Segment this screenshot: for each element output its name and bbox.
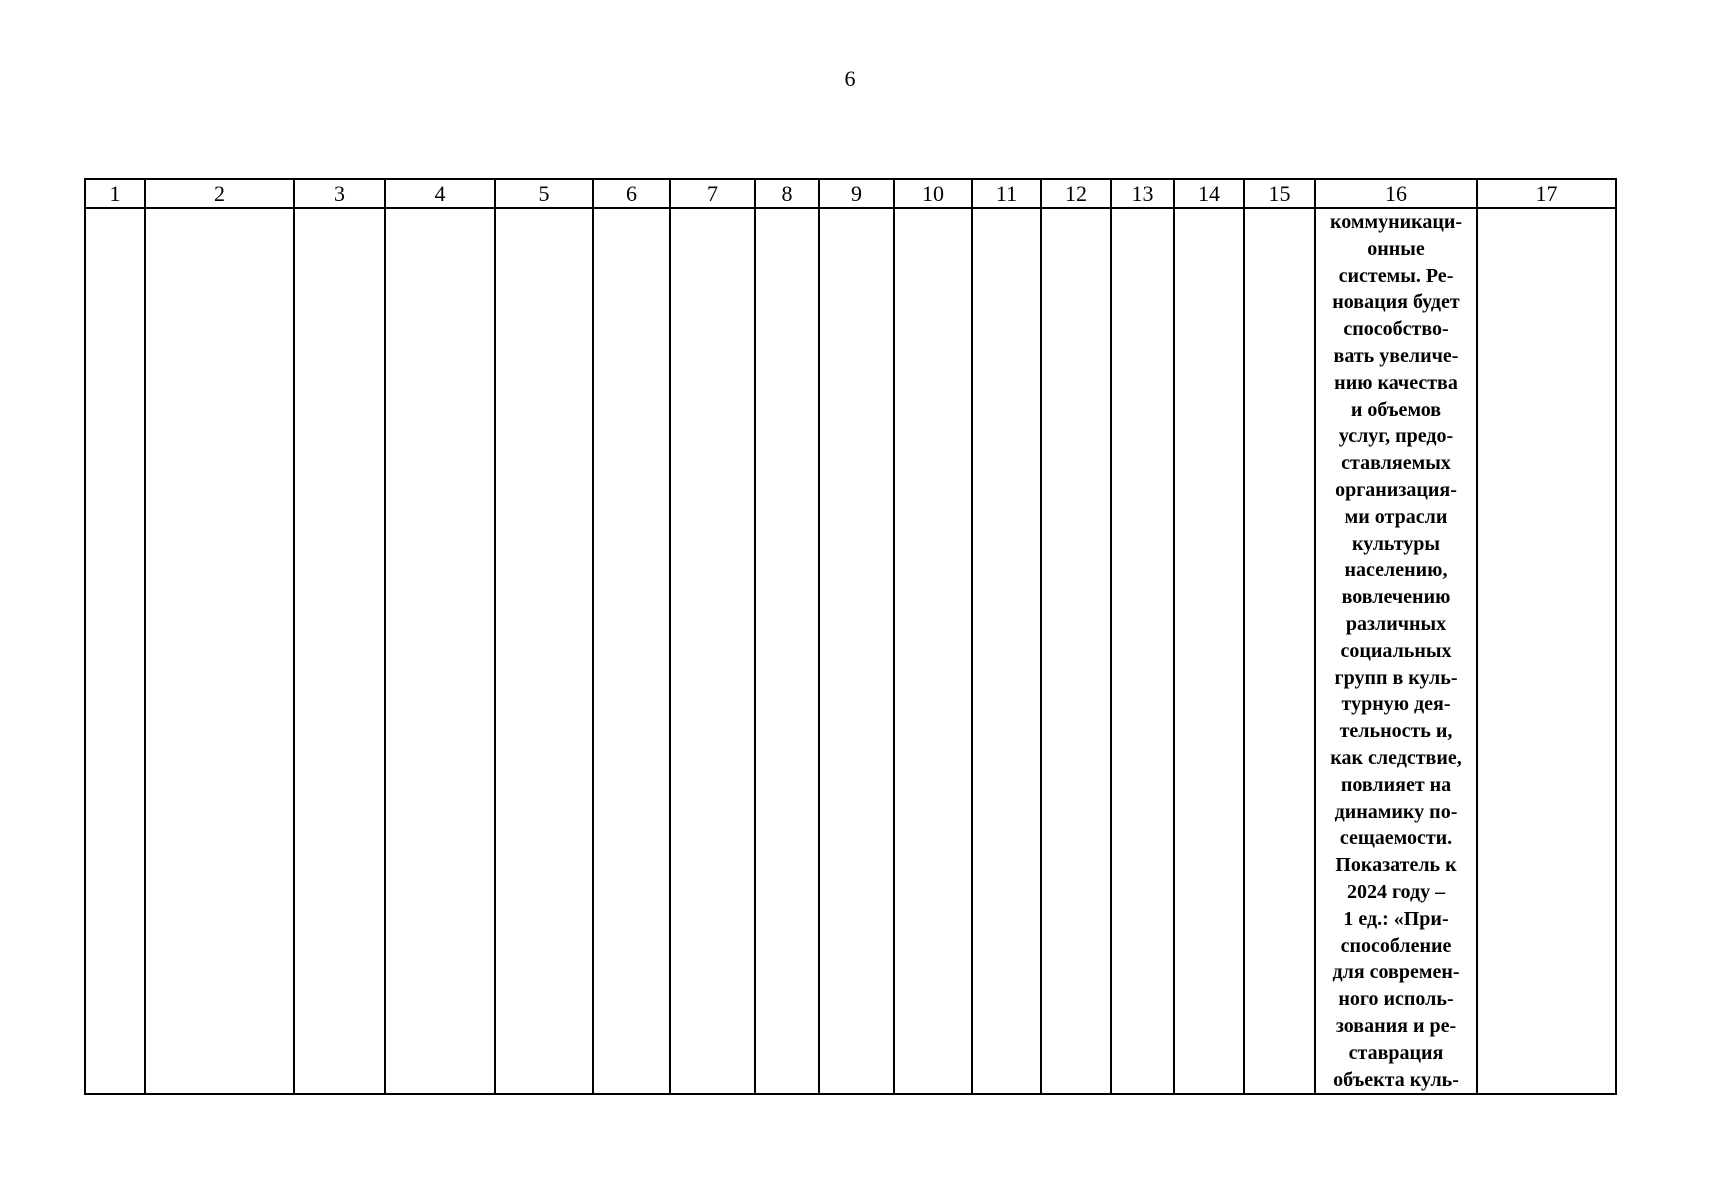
data-table [84,178,1617,1095]
table-row [85,208,1616,1094]
column-header-3: 3 [294,179,385,208]
column-header-5: 5 [495,179,593,208]
column-header-10: 10 [894,179,972,208]
table-cell-16 [1315,208,1477,1094]
table-cell-17 [1477,208,1616,1094]
table-cell-2 [145,208,294,1094]
table-cell-13 [1111,208,1174,1094]
table-cell-11 [972,208,1041,1094]
column-header-2: 2 [145,179,294,208]
table-cell-3 [294,208,385,1094]
column-header-15: 15 [1244,179,1315,208]
column-header-1: 1 [85,179,145,208]
table-cell-7 [670,208,755,1094]
table-cell-12 [1041,208,1111,1094]
table-cell-4 [385,208,495,1094]
table-cell-14 [1174,208,1244,1094]
column-header-11: 11 [972,179,1041,208]
table-cell-5 [495,208,593,1094]
table-header-row [85,179,1616,208]
table-cell-15 [1244,208,1315,1094]
column-header-14: 14 [1174,179,1244,208]
column-header-17: 17 [1477,179,1616,208]
column-header-8: 8 [755,179,819,208]
column-header-6: 6 [593,179,670,208]
column-header-7: 7 [670,179,755,208]
column-header-4: 4 [385,179,495,208]
table-cell-1 [85,208,145,1094]
page-number: 6 [844,66,856,91]
column-header-9: 9 [819,179,894,208]
column-header-12: 12 [1041,179,1111,208]
table-cell-6 [593,208,670,1094]
column-16-text: коммуникаци- онные системы. Ре- новация будет способство- вать увеличе- нию качества и объемов услуг, предо- ставляемых организация- ми отрасли культуры населению, вовлечению различных социальных групп в куль- турную дея- тельность и, как следствие, повлияет на динамику по- сещаемости. Показатель к 2024 году – 1 ед.: «При- способление для современ- ного исполь- зования и ре- ставрация объекта куль- [1329,211,1463,1091]
table-cell-8 [755,208,819,1094]
column-header-16: 16 [1315,179,1477,208]
table-cell-10 [894,208,972,1094]
table-cell-9 [819,208,894,1094]
column-header-13: 13 [1111,179,1174,208]
